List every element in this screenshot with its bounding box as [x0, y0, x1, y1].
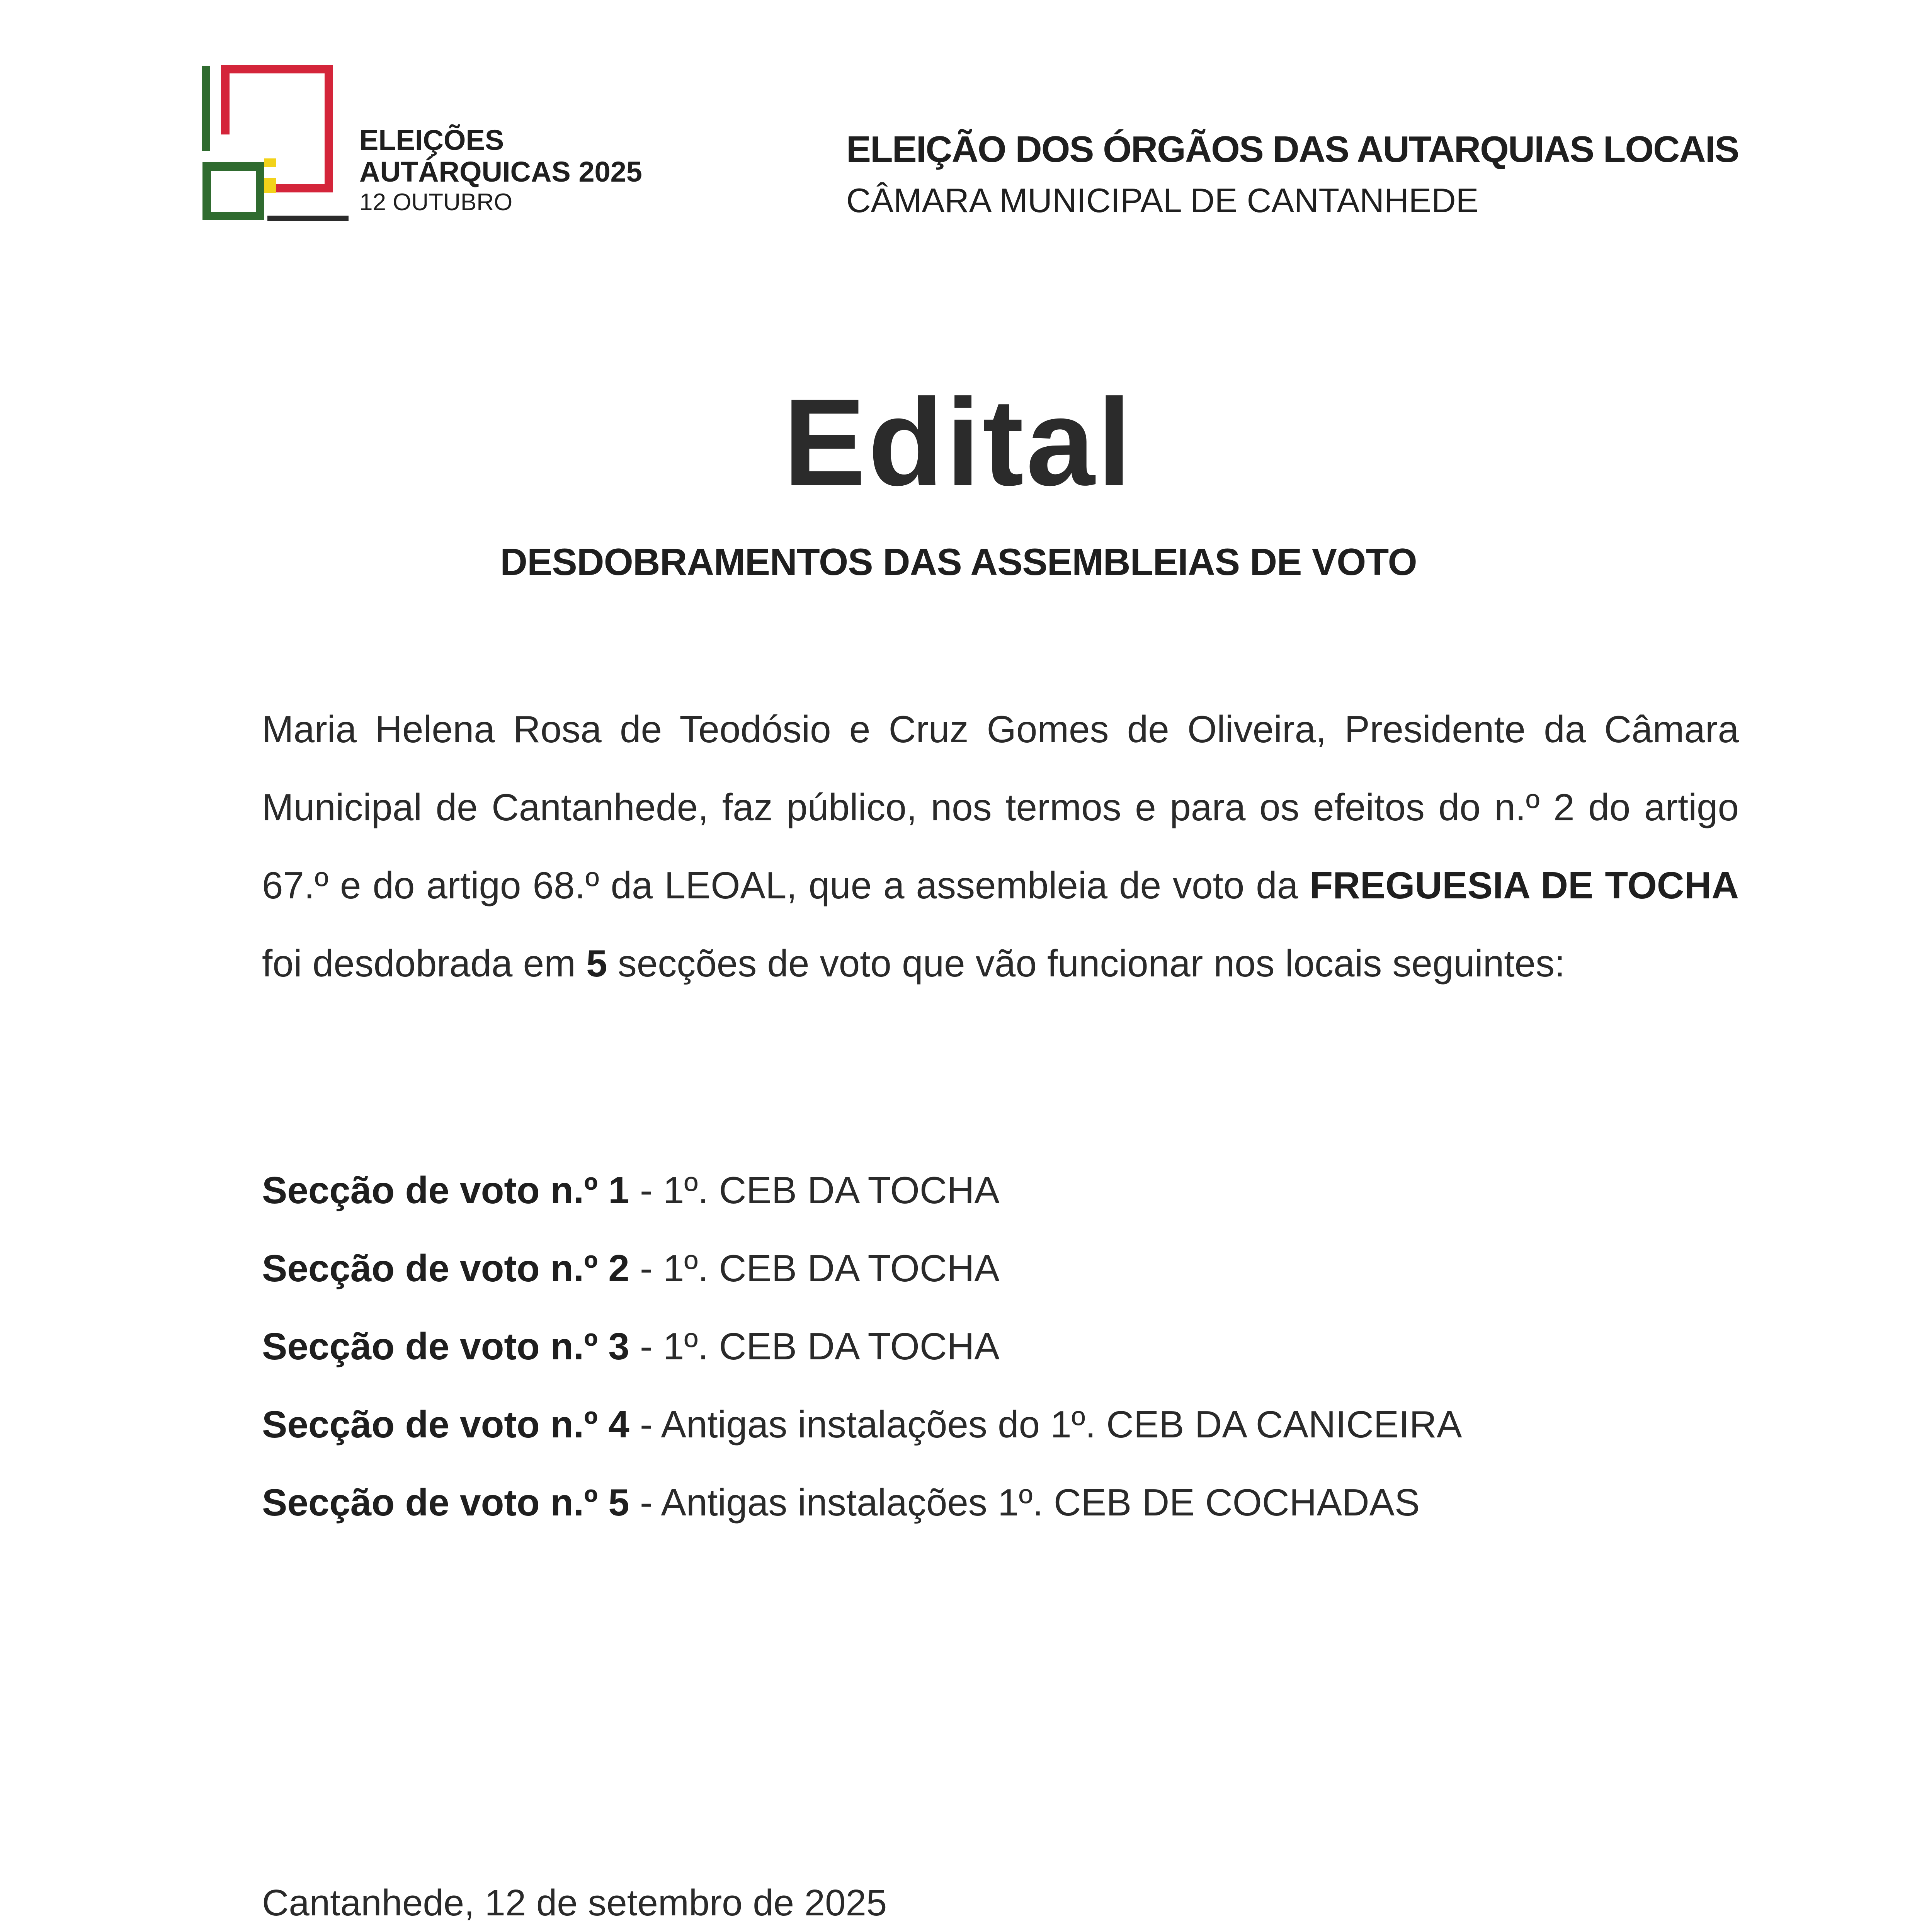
logo-text	[359, 124, 642, 217]
section-row-4	[262, 1404, 1462, 1482]
section-place: - Antigas instalações 1º. CEB DE COCHADAS	[629, 1481, 1420, 1524]
body-text-1: Maria Helena Rosa de Teodósio e Cruz Gomes de Oliveira, Presidente da Câmara Municipal de Cantanhede, faz público, nos termos e para os efeitos do n.º 2 do artigo 67.º e do artigo 68.º da LEOAL, que a assembleia de voto da	[262, 708, 1739, 906]
section-label: Secção de voto n.º 5	[262, 1481, 629, 1524]
body-text-2: foi desdobrada em	[262, 942, 586, 985]
section-label: Secção de voto n.º 4	[262, 1403, 629, 1446]
document-subtitle: DESDOBRAMENTOS DAS ASSEMBLEIAS DE VOTO	[500, 541, 1417, 583]
section-row-5	[262, 1482, 1462, 1560]
body-text-3: secções de voto que vão funcionar nos locais seguintes:	[607, 942, 1565, 985]
body-paragraph	[262, 690, 1739, 1002]
section-place: - Antigas instalações do 1º. CEB DA CANICEIRA	[629, 1403, 1462, 1446]
section-place: - 1º. CEB DA TOCHA	[629, 1169, 1000, 1211]
header-subtitle: CÂMARA MUNICIPAL DE CANTANHEDE	[846, 181, 1479, 219]
section-label: Secção de voto n.º 1	[262, 1169, 629, 1211]
section-place: - 1º. CEB DA TOCHA	[629, 1325, 1000, 1367]
logo-line-2: AUTÁRQUICAS 2025	[359, 156, 642, 188]
sections-list	[262, 1170, 1462, 1560]
section-label: Secção de voto n.º 3	[262, 1325, 629, 1367]
logo-date: 12 OUTUBRO	[359, 189, 513, 216]
section-row-1	[262, 1170, 1462, 1248]
section-row-3	[262, 1326, 1462, 1404]
place-date: Cantanhede, 12 de setembro de 2025	[262, 1882, 887, 1923]
election-logo-icon	[198, 62, 352, 228]
section-count: 5	[586, 942, 607, 985]
document-title: Edital	[783, 373, 1134, 511]
logo-line-1: ELEIÇÕES	[359, 124, 504, 156]
section-label: Secção de voto n.º 2	[262, 1247, 629, 1289]
parish-name: FREGUESIA DE TOCHA	[1310, 864, 1739, 906]
section-place: - 1º. CEB DA TOCHA	[629, 1247, 1000, 1289]
section-row-2	[262, 1248, 1462, 1326]
header-title: ELEIÇÃO DOS ÓRGÃOS DAS AUTARQUIAS LOCAIS	[846, 129, 1739, 170]
